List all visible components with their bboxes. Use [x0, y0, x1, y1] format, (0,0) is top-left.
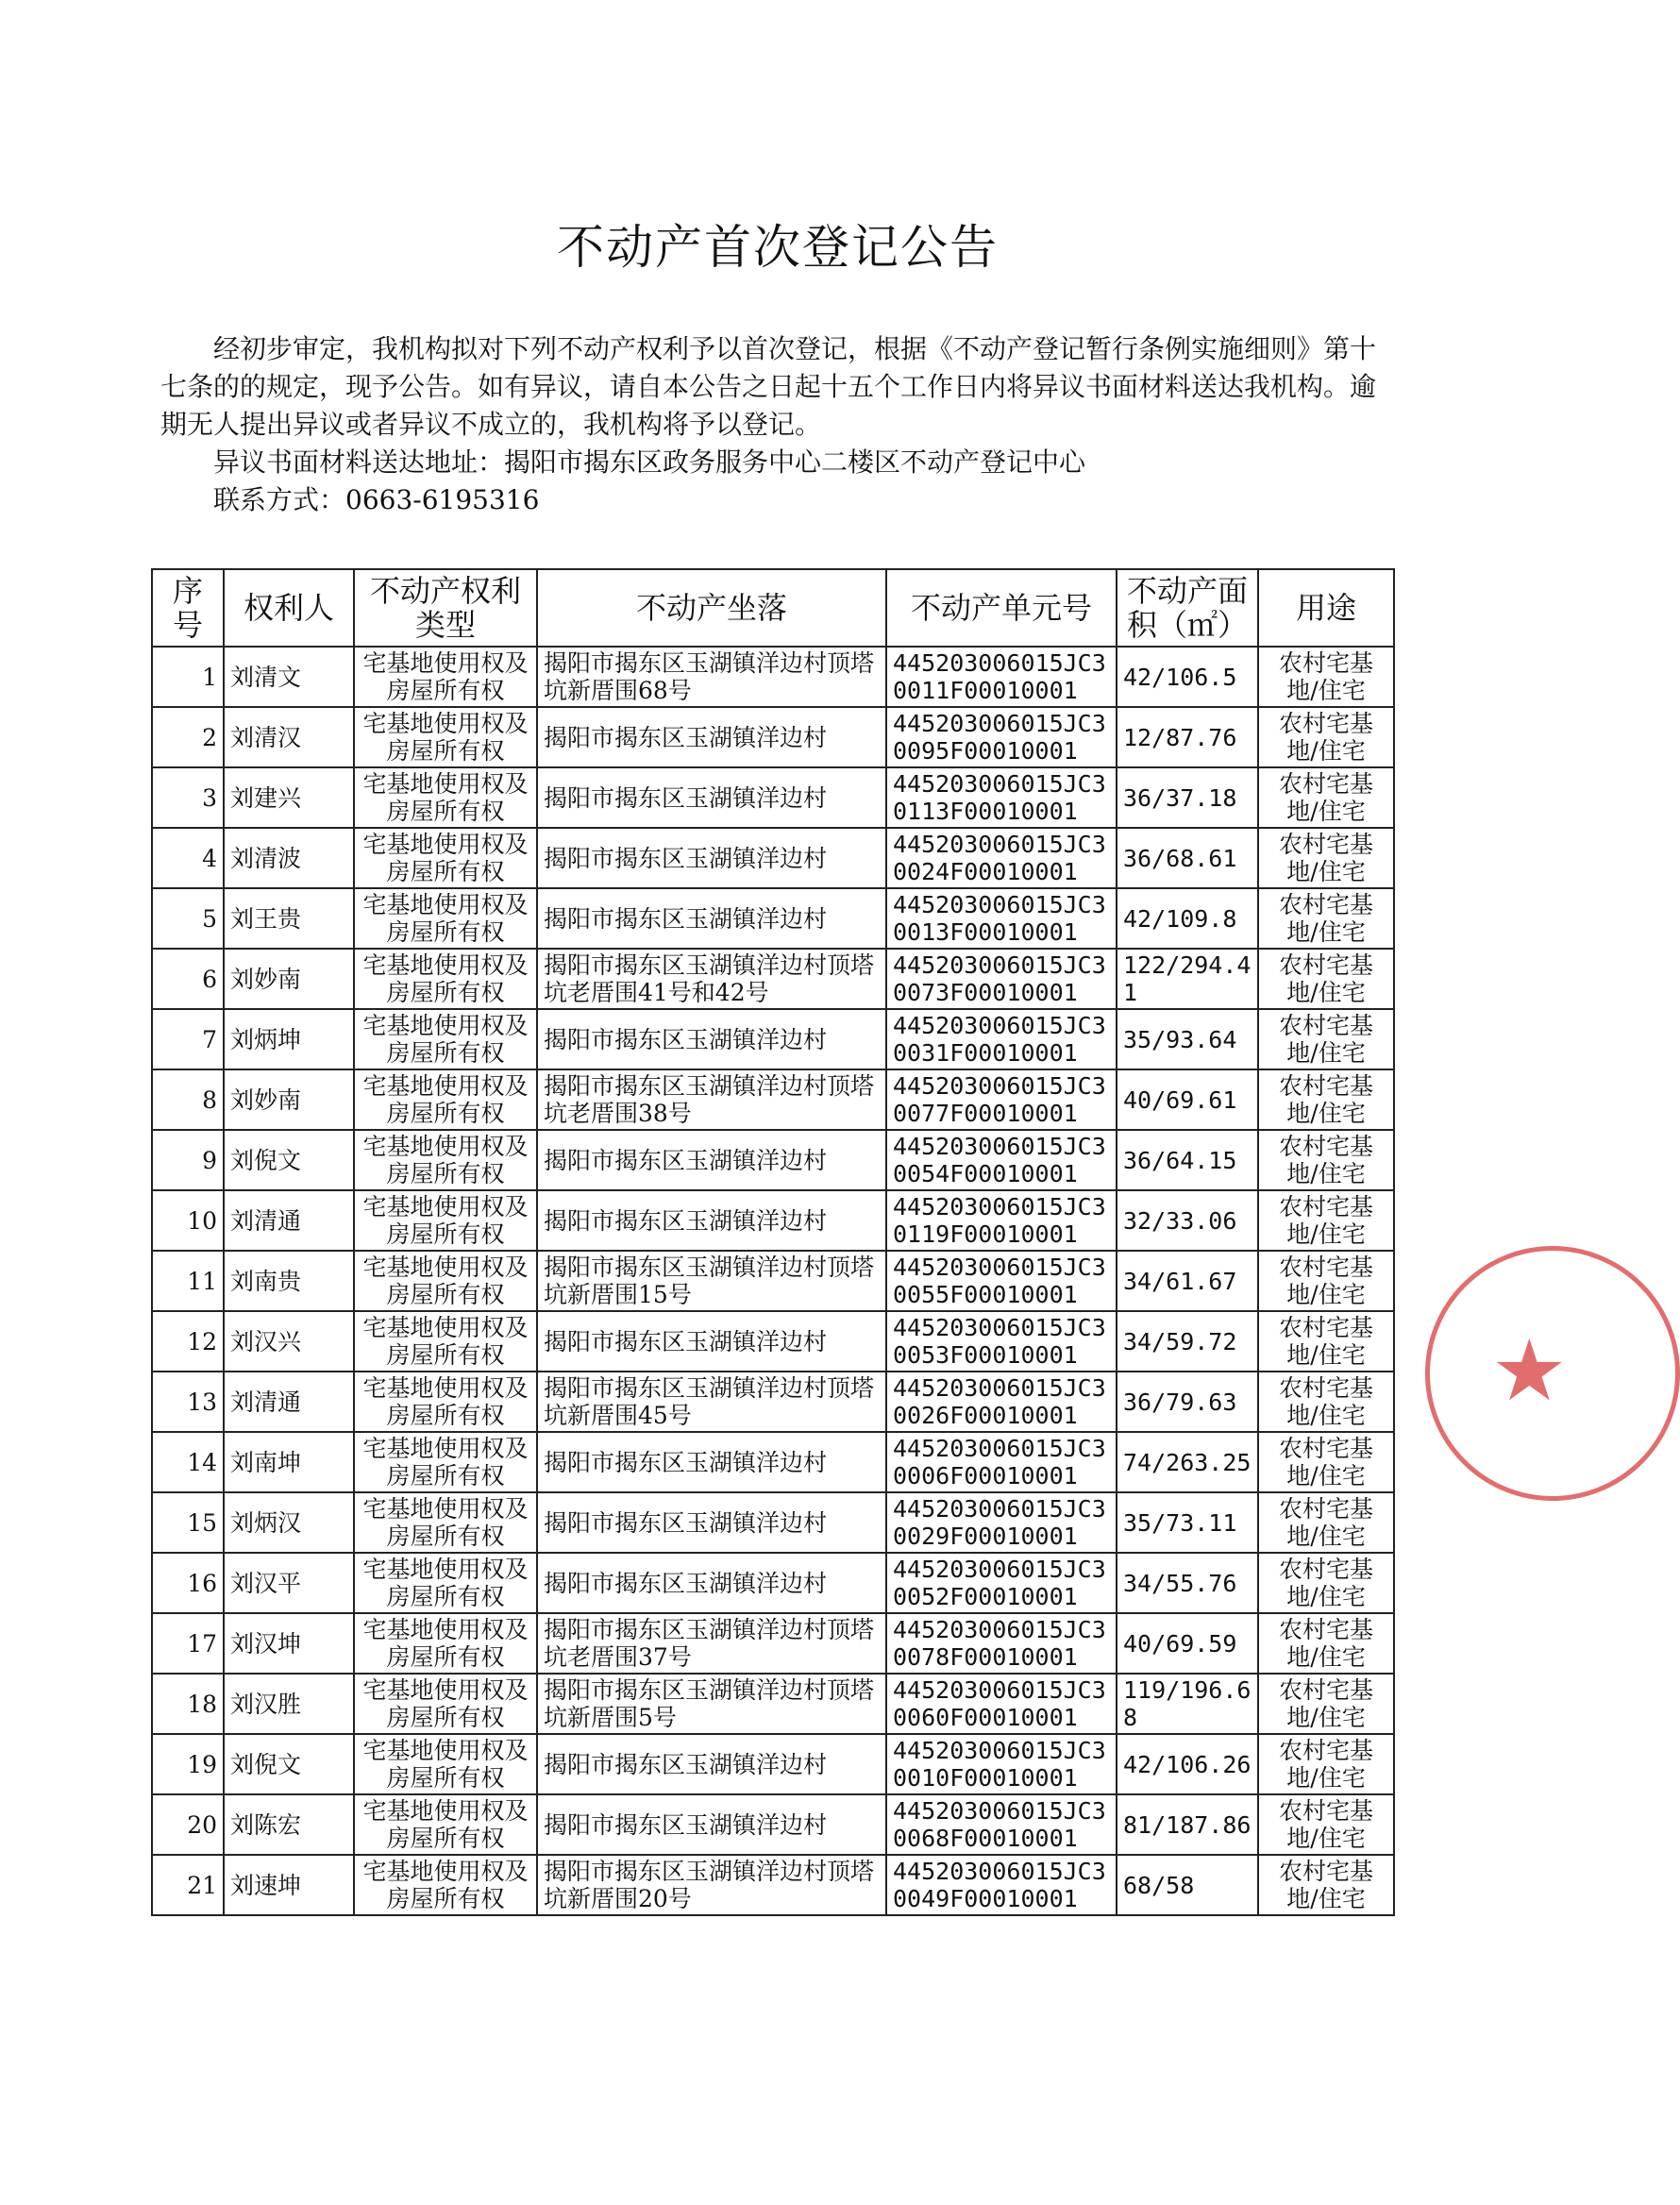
cell-right-type: 宅基地使用权及房屋所有权 [354, 828, 537, 888]
cell-unit-no: 445203006015JC30078F00010001 [886, 1613, 1117, 1674]
cell-usage: 农村宅基地/住宅 [1258, 1372, 1394, 1432]
cell-location: 揭阳市揭东区玉湖镇洋边村 [537, 828, 886, 888]
cell-area: 122/294.41 [1117, 949, 1258, 1009]
cell-usage: 农村宅基地/住宅 [1258, 707, 1394, 767]
cell-index: 1 [152, 647, 224, 707]
cell-usage: 农村宅基地/住宅 [1258, 1190, 1394, 1251]
cell-usage: 农村宅基地/住宅 [1258, 949, 1394, 1009]
cell-unit-no: 445203006015JC30029F00010001 [886, 1492, 1117, 1553]
cell-unit-no: 445203006015JC30054F00010001 [886, 1130, 1117, 1190]
cell-owner: 刘汉胜 [224, 1674, 354, 1734]
header-unit-no: 不动产单元号 [886, 569, 1117, 647]
cell-location: 揭阳市揭东区玉湖镇洋边村 [537, 1311, 886, 1372]
cell-index: 4 [152, 828, 224, 888]
cell-owner: 刘清汉 [224, 707, 354, 767]
cell-usage: 农村宅基地/住宅 [1258, 1009, 1394, 1069]
cell-usage: 农村宅基地/住宅 [1258, 828, 1394, 888]
cell-area: 35/73.11 [1117, 1492, 1258, 1553]
cell-right-type: 宅基地使用权及房屋所有权 [354, 1674, 537, 1734]
cell-owner: 刘汉兴 [224, 1311, 354, 1372]
cell-usage: 农村宅基地/住宅 [1258, 1794, 1394, 1855]
cell-area: 34/61.67 [1117, 1251, 1258, 1311]
cell-owner: 刘炳汉 [224, 1492, 354, 1553]
seal-star-icon: ★ [1491, 1321, 1568, 1421]
cell-location: 揭阳市揭东区玉湖镇洋边村 [537, 707, 886, 767]
cell-unit-no: 445203006015JC30013F00010001 [886, 888, 1117, 949]
cell-owner: 刘清通 [224, 1372, 354, 1432]
header-location: 不动产坐落 [537, 569, 886, 647]
cell-location: 揭阳市揭东区玉湖镇洋边村 [537, 1794, 886, 1855]
cell-index: 5 [152, 888, 224, 949]
cell-area: 42/109.8 [1117, 888, 1258, 949]
header-area: 不动产面积（㎡） [1117, 569, 1258, 647]
cell-owner: 刘南贵 [224, 1251, 354, 1311]
cell-location: 揭阳市揭东区玉湖镇洋边村顶塔坑新厝围45号 [537, 1372, 886, 1432]
header-right-type: 不动产权利类型 [354, 569, 537, 647]
cell-unit-no: 445203006015JC30073F00010001 [886, 949, 1117, 1009]
table-row [152, 1311, 1394, 1372]
cell-owner: 刘炳坤 [224, 1009, 354, 1069]
cell-location: 揭阳市揭东区玉湖镇洋边村 [537, 1734, 886, 1794]
cell-area: 36/64.15 [1117, 1130, 1258, 1190]
cell-index: 21 [152, 1855, 224, 1915]
cell-right-type: 宅基地使用权及房屋所有权 [354, 1130, 537, 1190]
cell-location: 揭阳市揭东区玉湖镇洋边村顶塔坑老厝围37号 [537, 1613, 886, 1674]
cell-index: 17 [152, 1613, 224, 1674]
cell-owner: 刘妙南 [224, 1069, 354, 1130]
cell-usage: 农村宅基地/住宅 [1258, 1432, 1394, 1492]
cell-location: 揭阳市揭东区玉湖镇洋边村顶塔坑新厝围20号 [537, 1855, 886, 1915]
cell-location: 揭阳市揭东区玉湖镇洋边村顶塔坑新厝围15号 [537, 1251, 886, 1311]
table-row [152, 1190, 1394, 1251]
cell-location: 揭阳市揭东区玉湖镇洋边村 [537, 1553, 886, 1613]
cell-usage: 农村宅基地/住宅 [1258, 1069, 1394, 1130]
cell-location: 揭阳市揭东区玉湖镇洋边村 [537, 1492, 886, 1553]
page-title: 不动产首次登记公告 [557, 220, 999, 275]
cell-area: 40/69.59 [1117, 1613, 1258, 1674]
cell-index: 7 [152, 1009, 224, 1069]
cell-owner: 刘汉平 [224, 1553, 354, 1613]
notice-body [160, 330, 1397, 519]
cell-owner: 刘清文 [224, 647, 354, 707]
cell-unit-no: 445203006015JC30095F00010001 [886, 707, 1117, 767]
cell-area: 34/59.72 [1117, 1311, 1258, 1372]
cell-usage: 农村宅基地/住宅 [1258, 1311, 1394, 1372]
cell-unit-no: 445203006015JC30052F00010001 [886, 1553, 1117, 1613]
cell-owner: 刘南坤 [224, 1432, 354, 1492]
cell-right-type: 宅基地使用权及房屋所有权 [354, 949, 537, 1009]
cell-owner: 刘倪文 [224, 1734, 354, 1794]
cell-index: 8 [152, 1069, 224, 1130]
cell-right-type: 宅基地使用权及房屋所有权 [354, 1190, 537, 1251]
cell-right-type: 宅基地使用权及房屋所有权 [354, 1251, 537, 1311]
cell-location: 揭阳市揭东区玉湖镇洋边村顶塔坑老厝围38号 [537, 1069, 886, 1130]
cell-owner: 刘妙南 [224, 949, 354, 1009]
cell-owner: 刘汉坤 [224, 1613, 354, 1674]
cell-owner: 刘清波 [224, 828, 354, 888]
cell-area: 68/58 [1117, 1855, 1258, 1915]
cell-index: 16 [152, 1553, 224, 1613]
table-row [152, 1855, 1394, 1915]
cell-index: 6 [152, 949, 224, 1009]
table-row [152, 888, 1394, 949]
cell-owner: 刘速坤 [224, 1855, 354, 1915]
cell-right-type: 宅基地使用权及房屋所有权 [354, 1069, 537, 1130]
cell-area: 35/93.64 [1117, 1009, 1258, 1069]
cell-unit-no: 445203006015JC30119F00010001 [886, 1190, 1117, 1251]
table-row [152, 1734, 1394, 1794]
cell-location: 揭阳市揭东区玉湖镇洋边村顶塔坑新厝围68号 [537, 647, 886, 707]
cell-right-type: 宅基地使用权及房屋所有权 [354, 1492, 537, 1553]
cell-index: 3 [152, 767, 224, 828]
cell-index: 14 [152, 1432, 224, 1492]
cell-usage: 农村宅基地/住宅 [1258, 1130, 1394, 1190]
table-row [152, 1553, 1394, 1613]
table-row [152, 1794, 1394, 1855]
table-row [152, 1130, 1394, 1190]
cell-usage: 农村宅基地/住宅 [1258, 1553, 1394, 1613]
cell-area: 74/263.25 [1117, 1432, 1258, 1492]
cell-location: 揭阳市揭东区玉湖镇洋边村顶塔坑新厝围5号 [537, 1674, 886, 1734]
cell-unit-no: 445203006015JC30006F00010001 [886, 1432, 1117, 1492]
cell-index: 9 [152, 1130, 224, 1190]
cell-owner: 刘建兴 [224, 767, 354, 828]
table-row [152, 1251, 1394, 1311]
cell-area: 12/87.76 [1117, 707, 1258, 767]
cell-index: 10 [152, 1190, 224, 1251]
cell-right-type: 宅基地使用权及房屋所有权 [354, 1855, 537, 1915]
cell-index: 18 [152, 1674, 224, 1734]
cell-location: 揭阳市揭东区玉湖镇洋边村 [537, 888, 886, 949]
cell-area: 119/196.68 [1117, 1674, 1258, 1734]
cell-index: 15 [152, 1492, 224, 1553]
table-row [152, 1613, 1394, 1674]
cell-unit-no: 445203006015JC30010F00010001 [886, 1734, 1117, 1794]
cell-index: 13 [152, 1372, 224, 1432]
cell-usage: 农村宅基地/住宅 [1258, 1251, 1394, 1311]
cell-location: 揭阳市揭东区玉湖镇洋边村 [537, 1130, 886, 1190]
cell-location: 揭阳市揭东区玉湖镇洋边村 [537, 767, 886, 828]
cell-right-type: 宅基地使用权及房屋所有权 [354, 1613, 537, 1674]
cell-unit-no: 445203006015JC30060F00010001 [886, 1674, 1117, 1734]
cell-location: 揭阳市揭东区玉湖镇洋边村 [537, 1432, 886, 1492]
cell-owner: 刘陈宏 [224, 1794, 354, 1855]
cell-area: 81/187.86 [1117, 1794, 1258, 1855]
cell-usage: 农村宅基地/住宅 [1258, 1734, 1394, 1794]
cell-right-type: 宅基地使用权及房屋所有权 [354, 1794, 537, 1855]
table-row [152, 1009, 1394, 1069]
cell-right-type: 宅基地使用权及房屋所有权 [354, 1009, 537, 1069]
cell-usage: 农村宅基地/住宅 [1258, 1674, 1394, 1734]
cell-area: 36/79.63 [1117, 1372, 1258, 1432]
table-row [152, 1372, 1394, 1432]
cell-unit-no: 445203006015JC30055F00010001 [886, 1251, 1117, 1311]
table-row [152, 1432, 1394, 1492]
cell-usage: 农村宅基地/住宅 [1258, 767, 1394, 828]
cell-right-type: 宅基地使用权及房屋所有权 [354, 707, 537, 767]
table-row [152, 1069, 1394, 1130]
cell-area: 36/68.61 [1117, 828, 1258, 888]
cell-index: 19 [152, 1734, 224, 1794]
cell-area: 32/33.06 [1117, 1190, 1258, 1251]
cell-right-type: 宅基地使用权及房屋所有权 [354, 1372, 537, 1432]
cell-unit-no: 445203006015JC30011F00010001 [886, 647, 1117, 707]
cell-owner: 刘王贵 [224, 888, 354, 949]
cell-usage: 农村宅基地/住宅 [1258, 1855, 1394, 1915]
cell-area: 42/106.5 [1117, 647, 1258, 707]
cell-right-type: 宅基地使用权及房屋所有权 [354, 1432, 537, 1492]
table-row [152, 1674, 1394, 1734]
cell-right-type: 宅基地使用权及房屋所有权 [354, 1311, 537, 1372]
cell-unit-no: 445203006015JC30031F00010001 [886, 1009, 1117, 1069]
cell-owner: 刘清通 [224, 1190, 354, 1251]
cell-right-type: 宅基地使用权及房屋所有权 [354, 888, 537, 949]
contact-info: 联系方式：0663-6195316 [213, 484, 540, 515]
table-row [152, 949, 1394, 1009]
cell-right-type: 宅基地使用权及房屋所有权 [354, 1734, 537, 1794]
cell-usage: 农村宅基地/住宅 [1258, 888, 1394, 949]
header-usage: 用途 [1258, 569, 1394, 647]
table-body [152, 647, 1394, 1915]
cell-location: 揭阳市揭东区玉湖镇洋边村 [537, 1009, 886, 1069]
cell-usage: 农村宅基地/住宅 [1258, 1492, 1394, 1553]
cell-area: 34/55.76 [1117, 1553, 1258, 1613]
cell-location: 揭阳市揭东区玉湖镇洋边村 [537, 1190, 886, 1251]
table-header-row [152, 569, 1394, 647]
cell-index: 2 [152, 707, 224, 767]
table-row [152, 767, 1394, 828]
cell-unit-no: 445203006015JC30077F00010001 [886, 1069, 1117, 1130]
table-row [152, 647, 1394, 707]
cell-location: 揭阳市揭东区玉湖镇洋边村顶塔坑老厝围41号和42号 [537, 949, 886, 1009]
objection-address: 异议书面材料送达地址：揭阳市揭东区政务服务中心二楼区不动产登记中心 [213, 446, 1086, 478]
table-row [152, 828, 1394, 888]
cell-area: 36/37.18 [1117, 767, 1258, 828]
cell-unit-no: 445203006015JC30049F00010001 [886, 1855, 1117, 1915]
cell-usage: 农村宅基地/住宅 [1258, 647, 1394, 707]
cell-right-type: 宅基地使用权及房屋所有权 [354, 1553, 537, 1613]
table-row [152, 1492, 1394, 1553]
notice-paragraph: 经初步审定，我机构拟对下列不动产权利予以首次登记，根据《不动产登记暂行条例实施细则》第十七条的的规定，现予公告。如有异议，请自本公告之日起十五个工作日内将异议书面材料送达我机构。逾期无人提出异议或者异议不成立的，我机构将予以登记。 [160, 333, 1377, 440]
cell-unit-no: 445203006015JC30026F00010001 [886, 1372, 1117, 1432]
cell-area: 40/69.61 [1117, 1069, 1258, 1130]
cell-right-type: 宅基地使用权及房屋所有权 [354, 647, 537, 707]
registration-table [151, 568, 1395, 1916]
cell-unit-no: 445203006015JC30113F00010001 [886, 767, 1117, 828]
header-owner: 权利人 [224, 569, 354, 647]
cell-owner: 刘倪文 [224, 1130, 354, 1190]
cell-unit-no: 445203006015JC30068F00010001 [886, 1794, 1117, 1855]
cell-index: 12 [152, 1311, 224, 1372]
cell-unit-no: 445203006015JC30053F00010001 [886, 1311, 1117, 1372]
cell-right-type: 宅基地使用权及房屋所有权 [354, 767, 537, 828]
cell-index: 20 [152, 1794, 224, 1855]
cell-unit-no: 445203006015JC30024F00010001 [886, 828, 1117, 888]
table-row [152, 707, 1394, 767]
header-index: 序号 [152, 569, 224, 647]
cell-area: 42/106.26 [1117, 1734, 1258, 1794]
cell-index: 11 [152, 1251, 224, 1311]
cell-usage: 农村宅基地/住宅 [1258, 1613, 1394, 1674]
